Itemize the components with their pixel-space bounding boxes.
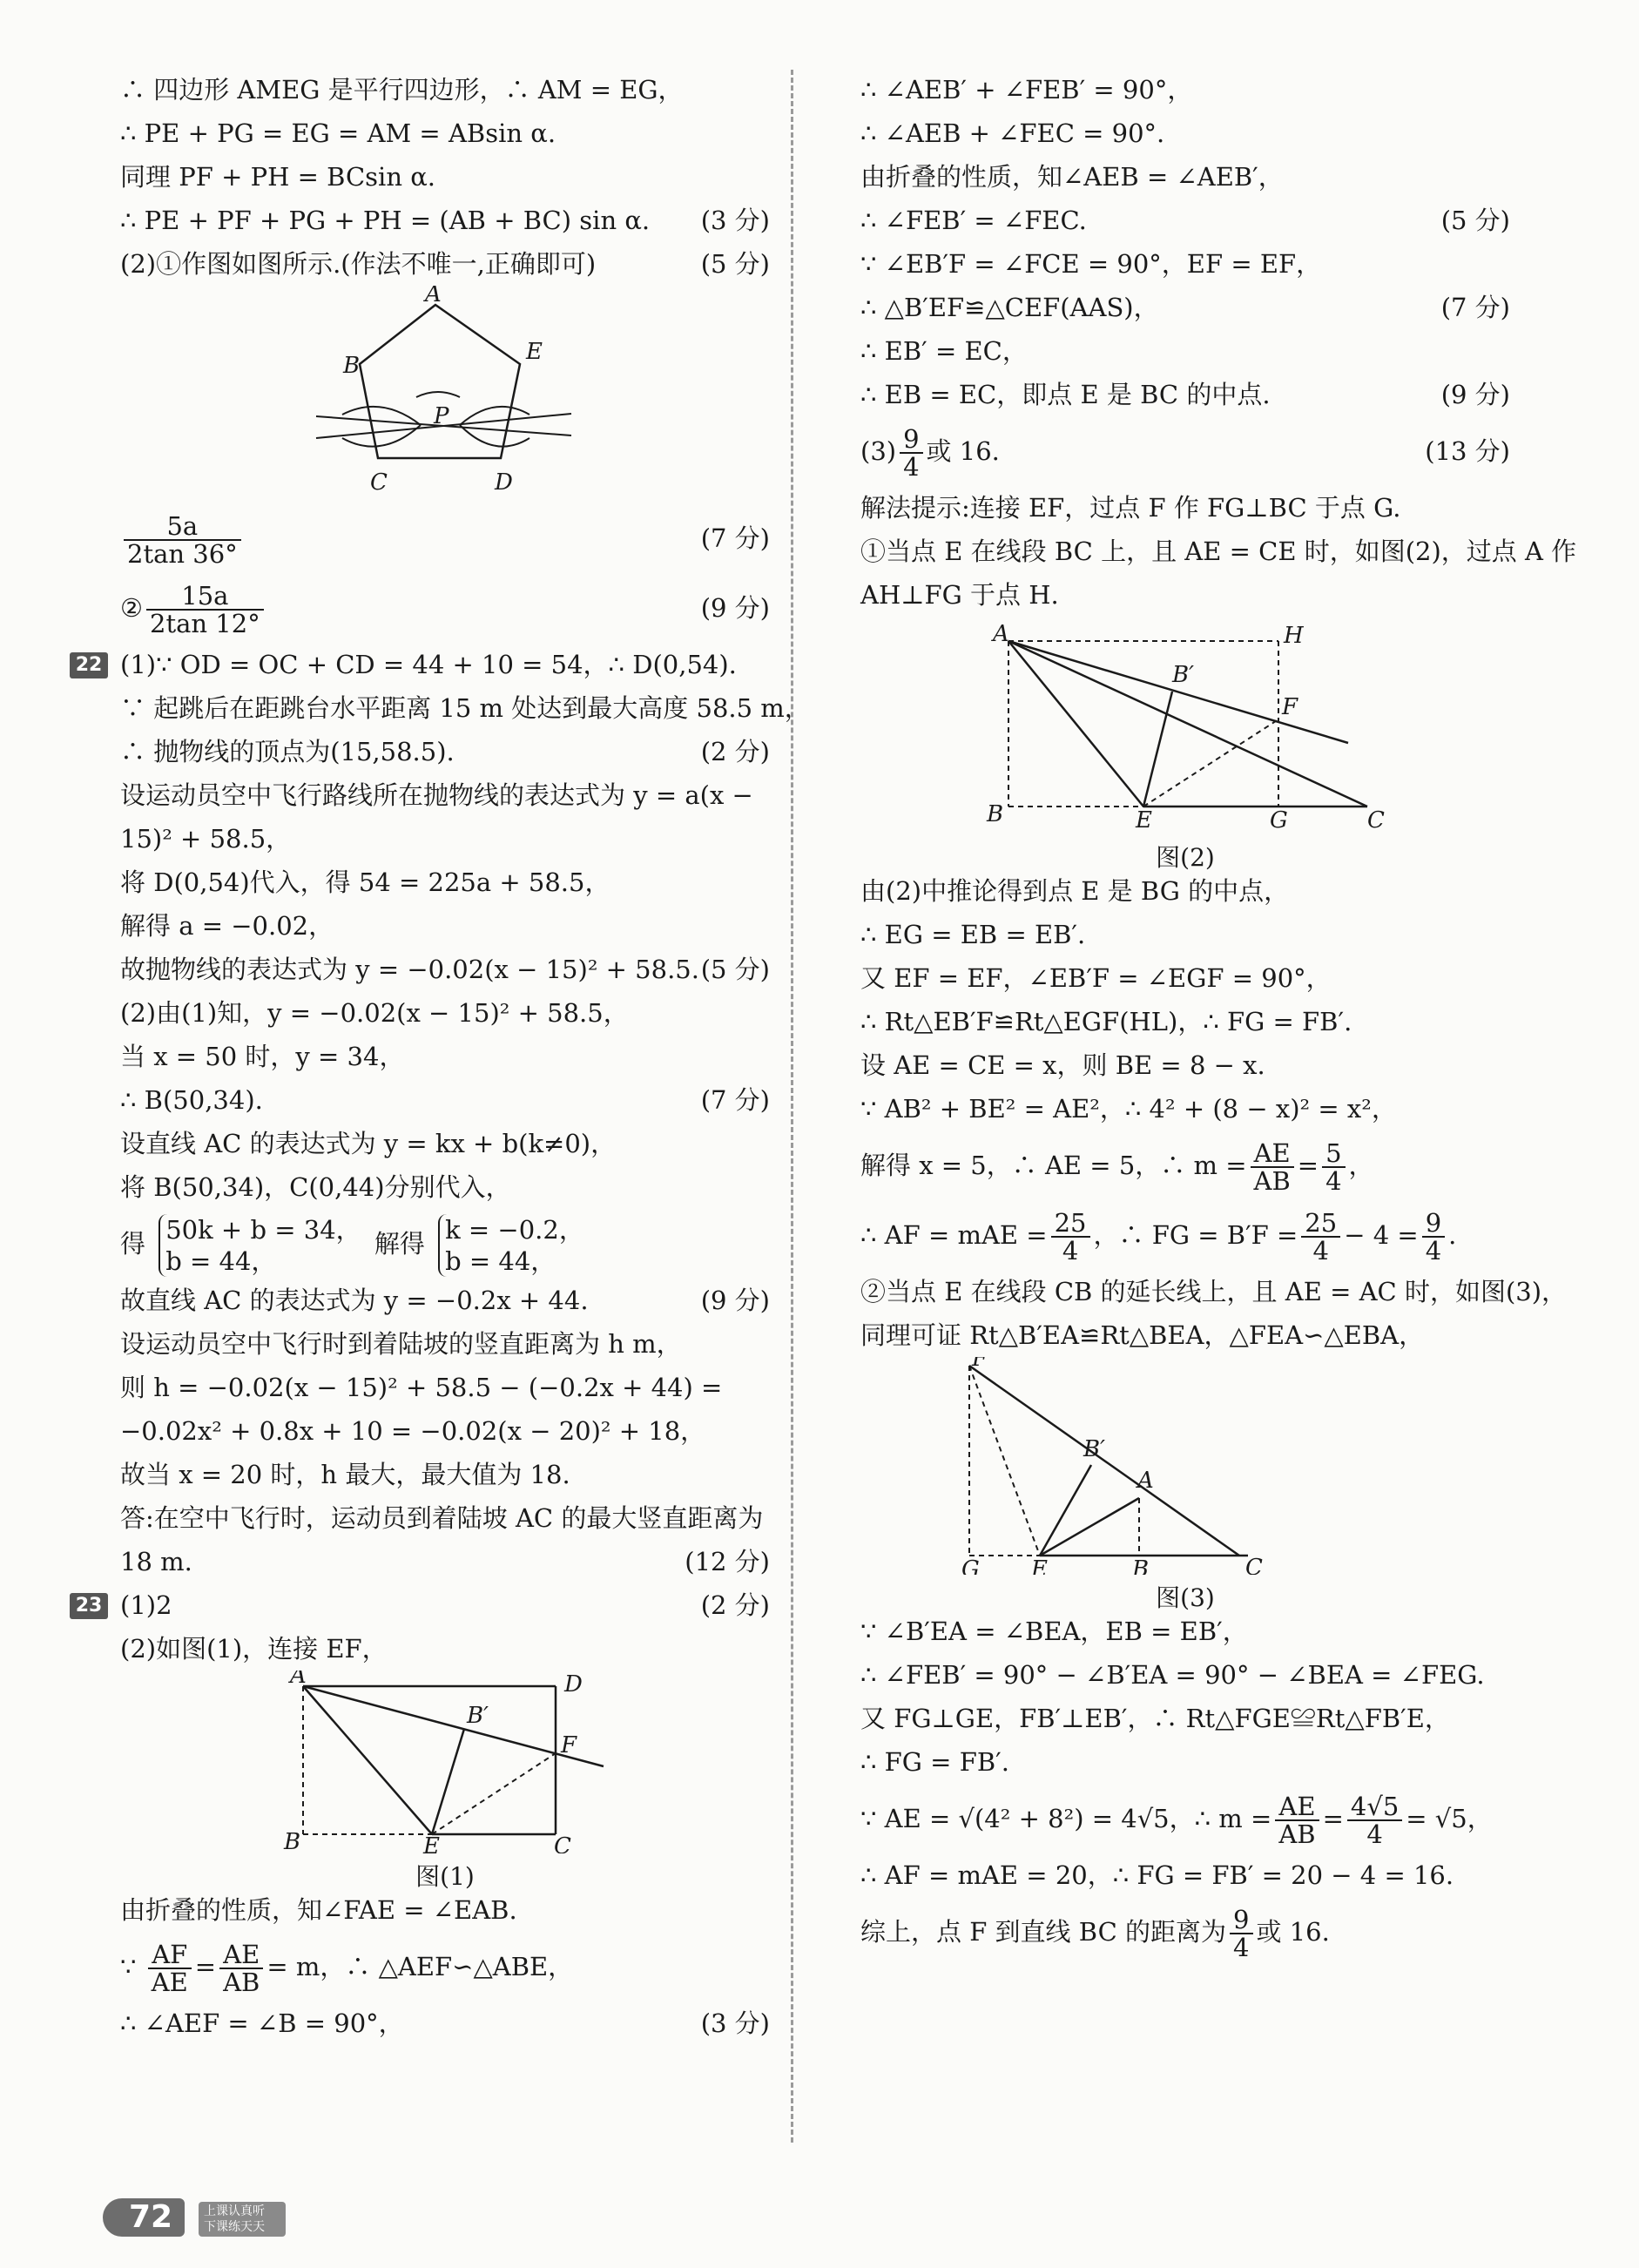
line-text: 当 x = 50 时，y = 34， [120,1042,405,1071]
line-text: ∴ B(50,34). [120,1085,263,1115]
denominator: 4 [1325,1166,1342,1196]
point-label: D [495,469,513,496]
line-text: ∴ 抛物线的顶点为(15,58.5). [120,737,455,766]
line-text: 设运动员空中飞行路线所在抛物线的表达式为 y = a(x − [120,780,753,810]
score-mark: (5 分) [700,955,770,984]
numerator: 4√5 [1347,1793,1402,1821]
line-text: (1)∵ OD = OC + CD = 44 + 10 = 54，∴ D(0,54). [120,650,737,679]
page-footer [68,2193,286,2242]
line-text: 则 h = −0.02(x − 15)² + 58.5 − (−0.2x + 44) = [120,1373,723,1402]
point-label: G [961,1556,980,1575]
score-mark: (9 分) [1440,380,1510,409]
text-line [120,111,770,155]
text-line [120,861,770,904]
numerator: 25 [1051,1210,1090,1238]
fraction [146,583,264,637]
denominator: 2tan 36° [127,539,238,569]
equation: b = 44， [165,1246,277,1276]
point-label: F [561,1732,577,1758]
score-mark: (5 分) [1440,206,1510,235]
fraction [900,426,922,480]
equation-system [159,1214,361,1277]
numerator: 9 [1230,1907,1252,1934]
text-line [860,1853,1510,1897]
text-line [860,530,1577,573]
equation: k = −0.2， [445,1215,584,1245]
line-text: ∵ [120,1952,137,1981]
line-text: = [194,1952,217,1981]
line-text: 综上，点 F 到直线 BC 的距离为 [860,1917,1227,1947]
line-text: ∴ ∠FEB′ = ∠FEC. [860,206,1087,235]
point-label: G [1270,807,1288,834]
text-line [860,573,1510,617]
score-mark: (5 分) [700,249,770,279]
score-mark: (3 分) [700,206,770,235]
text-line [75,1583,770,1627]
line-text: ∴ EB = EC，即点 E 是 BC 的中点. [860,380,1271,409]
line-text: 或 16. [926,436,1000,466]
fraction [1322,1140,1345,1194]
score-mark: (2 分) [700,737,770,766]
text-line [860,1270,1568,1313]
figure-caption: 图(2) [1156,843,1215,872]
point-label: A [993,621,1009,647]
line-text: 将 B(50,34)，C(0,44)分别代入， [120,1172,511,1202]
fraction [1301,1210,1340,1264]
line-text: 答:在空中飞行时，运动员到着陆坡 AC 的最大竖直距离为 [120,1503,764,1533]
numerator: AF [148,1941,192,1969]
point-label: E [423,1833,440,1853]
text-line [860,1313,1510,1357]
text-line [860,1697,1510,1740]
line-text: . [1448,1220,1457,1250]
fraction [1230,1907,1252,1961]
score-mark: (2 分) [700,1590,770,1620]
question-number-badge: 22 [70,652,108,678]
line-text: ∵ AE = √(4² + 8²) = 4√5，∴ m = [860,1804,1272,1833]
text-line [120,1409,770,1453]
text-line [120,1932,770,2001]
pentagon-figure [120,286,770,503]
numerator: AE [219,1941,263,1969]
line-text: (3) [860,436,897,466]
line-text: = √5， [1406,1804,1493,1833]
point-label: B [1132,1556,1150,1575]
line-text: 解得 [374,1229,425,1259]
text-line [120,948,770,991]
point-label: B′ [1172,662,1195,688]
text-line [120,773,770,817]
figure-3 [860,1357,1510,1610]
denominator: AE [151,1968,188,1997]
score-mark: (3 分) [700,2008,770,2038]
figure-1-diagram [120,1671,770,1853]
text-line [120,1122,770,1165]
denominator: 4 [1366,1819,1383,1849]
line-text: (2)①作图如图所示.(作法不唯一,正确即可) [120,249,597,279]
numerator: AE [1251,1140,1294,1168]
point-label: B [284,1829,301,1853]
text-line [120,991,770,1035]
text-line [860,155,1510,199]
line-text: 又 EF = EF，∠EB′F = ∠EGF = 90°， [860,963,1332,993]
point-label: A [290,1671,307,1689]
point-label: C [1245,1555,1263,1575]
denominator: AB [1253,1166,1291,1196]
line-text: 得 [120,1229,146,1259]
figure-2-diagram [860,617,1510,834]
line-text: ∴ ∠AEB + ∠FEC = 90°. [860,118,1165,148]
text-line [860,1740,1510,1784]
line-text: ②当点 E 在线段 CB 的延长线上，且 AE = AC 时，如图(3)， [860,1277,1568,1306]
denominator: 4 [1062,1236,1079,1266]
line-text: ∵ AB² + BE² = AE²，∴ 4² + (8 − x)² = x²， [860,1094,1397,1124]
fraction [219,1941,263,1995]
line-text: 解得 x = 5，∴ AE = 5，∴ m = [860,1151,1247,1180]
line-text: ∵ 起跳后在距跳台水平距离 15 m 处达到最大高度 58.5 m， [120,693,810,723]
point-label: E [526,339,543,365]
numerator: 15a [146,583,264,611]
line-text: 由折叠的性质，知∠FAE = ∠EAB. [120,1895,517,1925]
text-line [860,416,1510,486]
text-line [860,869,1510,913]
text-line [120,1888,770,1932]
text-line [860,1043,1510,1087]
score-mark: (12 分) [685,1547,770,1576]
point-label: A [1137,1468,1154,1494]
figure-1 [120,1671,770,1891]
point-label: F [972,1357,988,1372]
line-text: 故直线 AC 的表达式为 y = −0.2x + 44. [120,1286,589,1315]
text-line [120,1627,770,1671]
page-number: 72 [103,2198,185,2237]
point-label: A [425,286,442,307]
line-text: ∴ Rt△EB′F≌Rt△EGF(HL)，∴ FG = FB′. [860,1007,1352,1036]
denominator: 2tan 12° [150,609,260,638]
line-text: ∴ AF = mAE = [860,1220,1048,1250]
point-label: H [1284,623,1304,649]
point-label: B [987,801,1004,827]
numerator: 5a [124,513,241,541]
line-text: 设直线 AC 的表达式为 y = kx + b(k≠0)， [120,1129,617,1158]
text-line [860,329,1510,373]
denominator: 4 [903,452,920,482]
denominator: 4 [1233,1933,1250,1962]
line-text: = m，∴ △AEF∽△ABE， [266,1952,574,1981]
equation-system-line [120,1209,770,1279]
numerator: AE [1275,1793,1319,1821]
score-mark: (9 分) [700,1286,770,1315]
text-line [120,817,770,861]
line-text: 由折叠的性质，知∠AEB = ∠AEB′， [860,162,1284,192]
text-line [120,730,770,773]
line-text: ∴ 四边形 AMEG 是平行四边形，∴ AM = EG， [120,75,684,105]
line-text: AH⊥FG 于点 H. [860,580,1059,610]
point-label: P [434,403,449,429]
line-text: 解得 a = −0.02， [120,911,334,941]
line-text: (2)如图(1)，连接 EF， [120,1634,388,1664]
line-text: = [1322,1804,1344,1833]
figure-3-diagram [860,1357,1510,1575]
score-mark: (7 分) [700,1085,770,1115]
point-label: B [343,353,361,379]
line-text: ∴ EB′ = EC， [860,336,1028,366]
line-text: ∴ PE + PG = EG = AM = ABsin α. [120,118,556,148]
score-mark: (7 分) [1440,293,1510,322]
line-text: 将 D(0,54)代入，得 54 = 225a + 58.5， [120,867,610,897]
text-line [860,913,1510,956]
denominator: AB [1278,1819,1316,1849]
fraction [1275,1793,1319,1847]
point-label: C [1367,807,1385,834]
line-text: 故抛物线的表达式为 y = −0.02(x − 15)² + 58.5. [120,955,699,984]
fraction [1051,1210,1090,1264]
line-text: 15)² + 58.5， [120,824,292,854]
text-line [860,199,1510,242]
line-text: = [1297,1151,1319,1180]
line-text: 同理 PF + PH = BCsin α. [120,162,436,192]
text-line [860,1087,1510,1131]
score-mark: (13 分) [1425,436,1510,466]
text-line [120,1366,770,1409]
point-label: D [564,1671,583,1698]
line-text: ， [1348,1151,1374,1180]
denominator: AB [223,1968,260,1997]
point-label: C [370,469,388,496]
fraction [1422,1210,1445,1264]
text-line [120,2001,770,2045]
denominator: 4 [1312,1236,1329,1266]
line-text: − 4 = [1344,1220,1419,1250]
text-line [860,373,1510,416]
text-line [120,1453,770,1496]
text-line [120,1035,770,1078]
text-line [120,199,770,242]
text-line [860,68,1510,111]
figure-caption: 图(1) [415,1862,475,1891]
point-label: E [1031,1556,1048,1575]
text-line [860,1784,1510,1853]
left-column [75,68,810,2045]
score-mark: (7 分) [700,523,770,553]
denominator: 4 [1425,1236,1442,1266]
text-line [120,242,770,286]
line-text: 由(2)中推论得到点 E 是 BG 的中点， [860,876,1290,906]
figure-caption: 图(3) [1156,1583,1215,1612]
score-mark: (9 分) [700,593,770,623]
line-text: ∴ EG = EB = EB′. [860,920,1086,949]
equation-system [438,1214,584,1277]
line-text: 解法提示:连接 EF，过点 F 作 FG⊥BC 于点 G. [860,493,1401,523]
text-line [120,904,770,948]
text-line [860,242,1510,286]
fraction [1347,1793,1402,1847]
text-line [860,111,1510,155]
text-line [860,1610,1510,1653]
text-line [860,1653,1510,1697]
text-line [120,1496,770,1540]
line-text: 同理可证 Rt△B′EA≌Rt△BEA，△FEA∽△EBA， [860,1320,1425,1350]
text-line [860,1897,1510,1967]
line-text: (1)2 [120,1590,172,1620]
numerator: 9 [900,426,922,454]
point-label: F [1282,694,1298,720]
right-column [860,68,1577,1967]
text-line [860,1000,1510,1043]
line-text: 设 AE = CE = x，则 BE = 8 − x. [860,1050,1265,1080]
text-line [120,155,770,199]
line-text: ∴ △B′EF≌△CEF(AAS)， [860,293,1159,322]
line-text: ∴ ∠AEB′ + ∠FEB′ = 90°， [860,75,1193,105]
line-text: ∴ ∠FEB′ = 90° − ∠B′EA = 90° − ∠BEA = ∠FEG. [860,1660,1485,1690]
text-line [860,1200,1510,1270]
text-line [120,1322,770,1366]
equation: 50k + b = 34， [165,1215,361,1245]
text-line [120,1078,770,1122]
point-label: B′ [467,1703,489,1729]
line-text: ∴ FG = FB′. [860,1747,1009,1777]
text-line [860,286,1510,329]
numerator: 25 [1301,1210,1340,1238]
line-text: 设运动员空中飞行时到着陆坡的竖直距离为 h m， [120,1329,682,1359]
text-line [75,643,770,686]
text-line [860,1131,1510,1200]
line-text: (2)由(1)知，y = −0.02(x − 15)² + 58.5， [120,998,629,1028]
figure-2 [860,617,1510,872]
line-text: 故当 x = 20 时，h 最大，最大值为 18. [120,1460,570,1489]
line-text: ∴ AF = mAE = 20，∴ FG = FB′ = 20 − 4 = 16. [860,1860,1454,1890]
line-text: ∵ ∠B′EA = ∠BEA，EB = EB′， [860,1617,1248,1646]
column-divider [791,70,793,2143]
line-text: ∴ PE + PF + PG + PH = (AB + BC) sin α. [120,206,651,235]
line-text: −0.02x² + 0.8x + 10 = −0.02(x − 20)² + 18， [120,1416,706,1446]
question-number-badge: 23 [70,1593,108,1619]
text-line [860,486,1510,530]
line-text: ，∴ FG = B′F = [1093,1220,1298,1250]
line-text: ∴ ∠AEF = ∠B = 90°， [120,2008,404,2038]
text-line [120,68,770,111]
line-text: 18 m. [120,1547,192,1576]
footer-tag: 上课认真听 下课练天天 [199,2202,286,2237]
equation: b = 44， [445,1246,556,1276]
text-line [120,503,770,573]
line-text: 又 FG⊥GE，FB′⊥EB′，∴ Rt△FGE≌Rt△FB′E， [860,1704,1450,1733]
line-text: ∵ ∠EB′F = ∠FCE = 90°，EF = EF， [860,249,1322,279]
fraction [148,1941,192,1995]
point-label: E [1136,807,1152,834]
text-line [120,1279,770,1322]
text-line [120,686,810,730]
numerator: 9 [1422,1210,1445,1238]
fraction [124,513,241,567]
point-label: C [554,1833,571,1853]
fraction [1251,1140,1294,1194]
text-line [120,1165,770,1209]
numerator: 5 [1322,1140,1345,1168]
line-text: ② [120,593,143,623]
point-label: B′ [1083,1436,1106,1462]
text-line [120,1540,770,1583]
pentagon-diagram [120,286,770,503]
line-text: 或 16. [1256,1917,1330,1947]
line-text: ①当点 E 在线段 BC 上，且 AE = CE 时，如图(2)，过点 A 作 [860,537,1577,566]
text-line [860,956,1510,1000]
text-line [120,573,770,643]
